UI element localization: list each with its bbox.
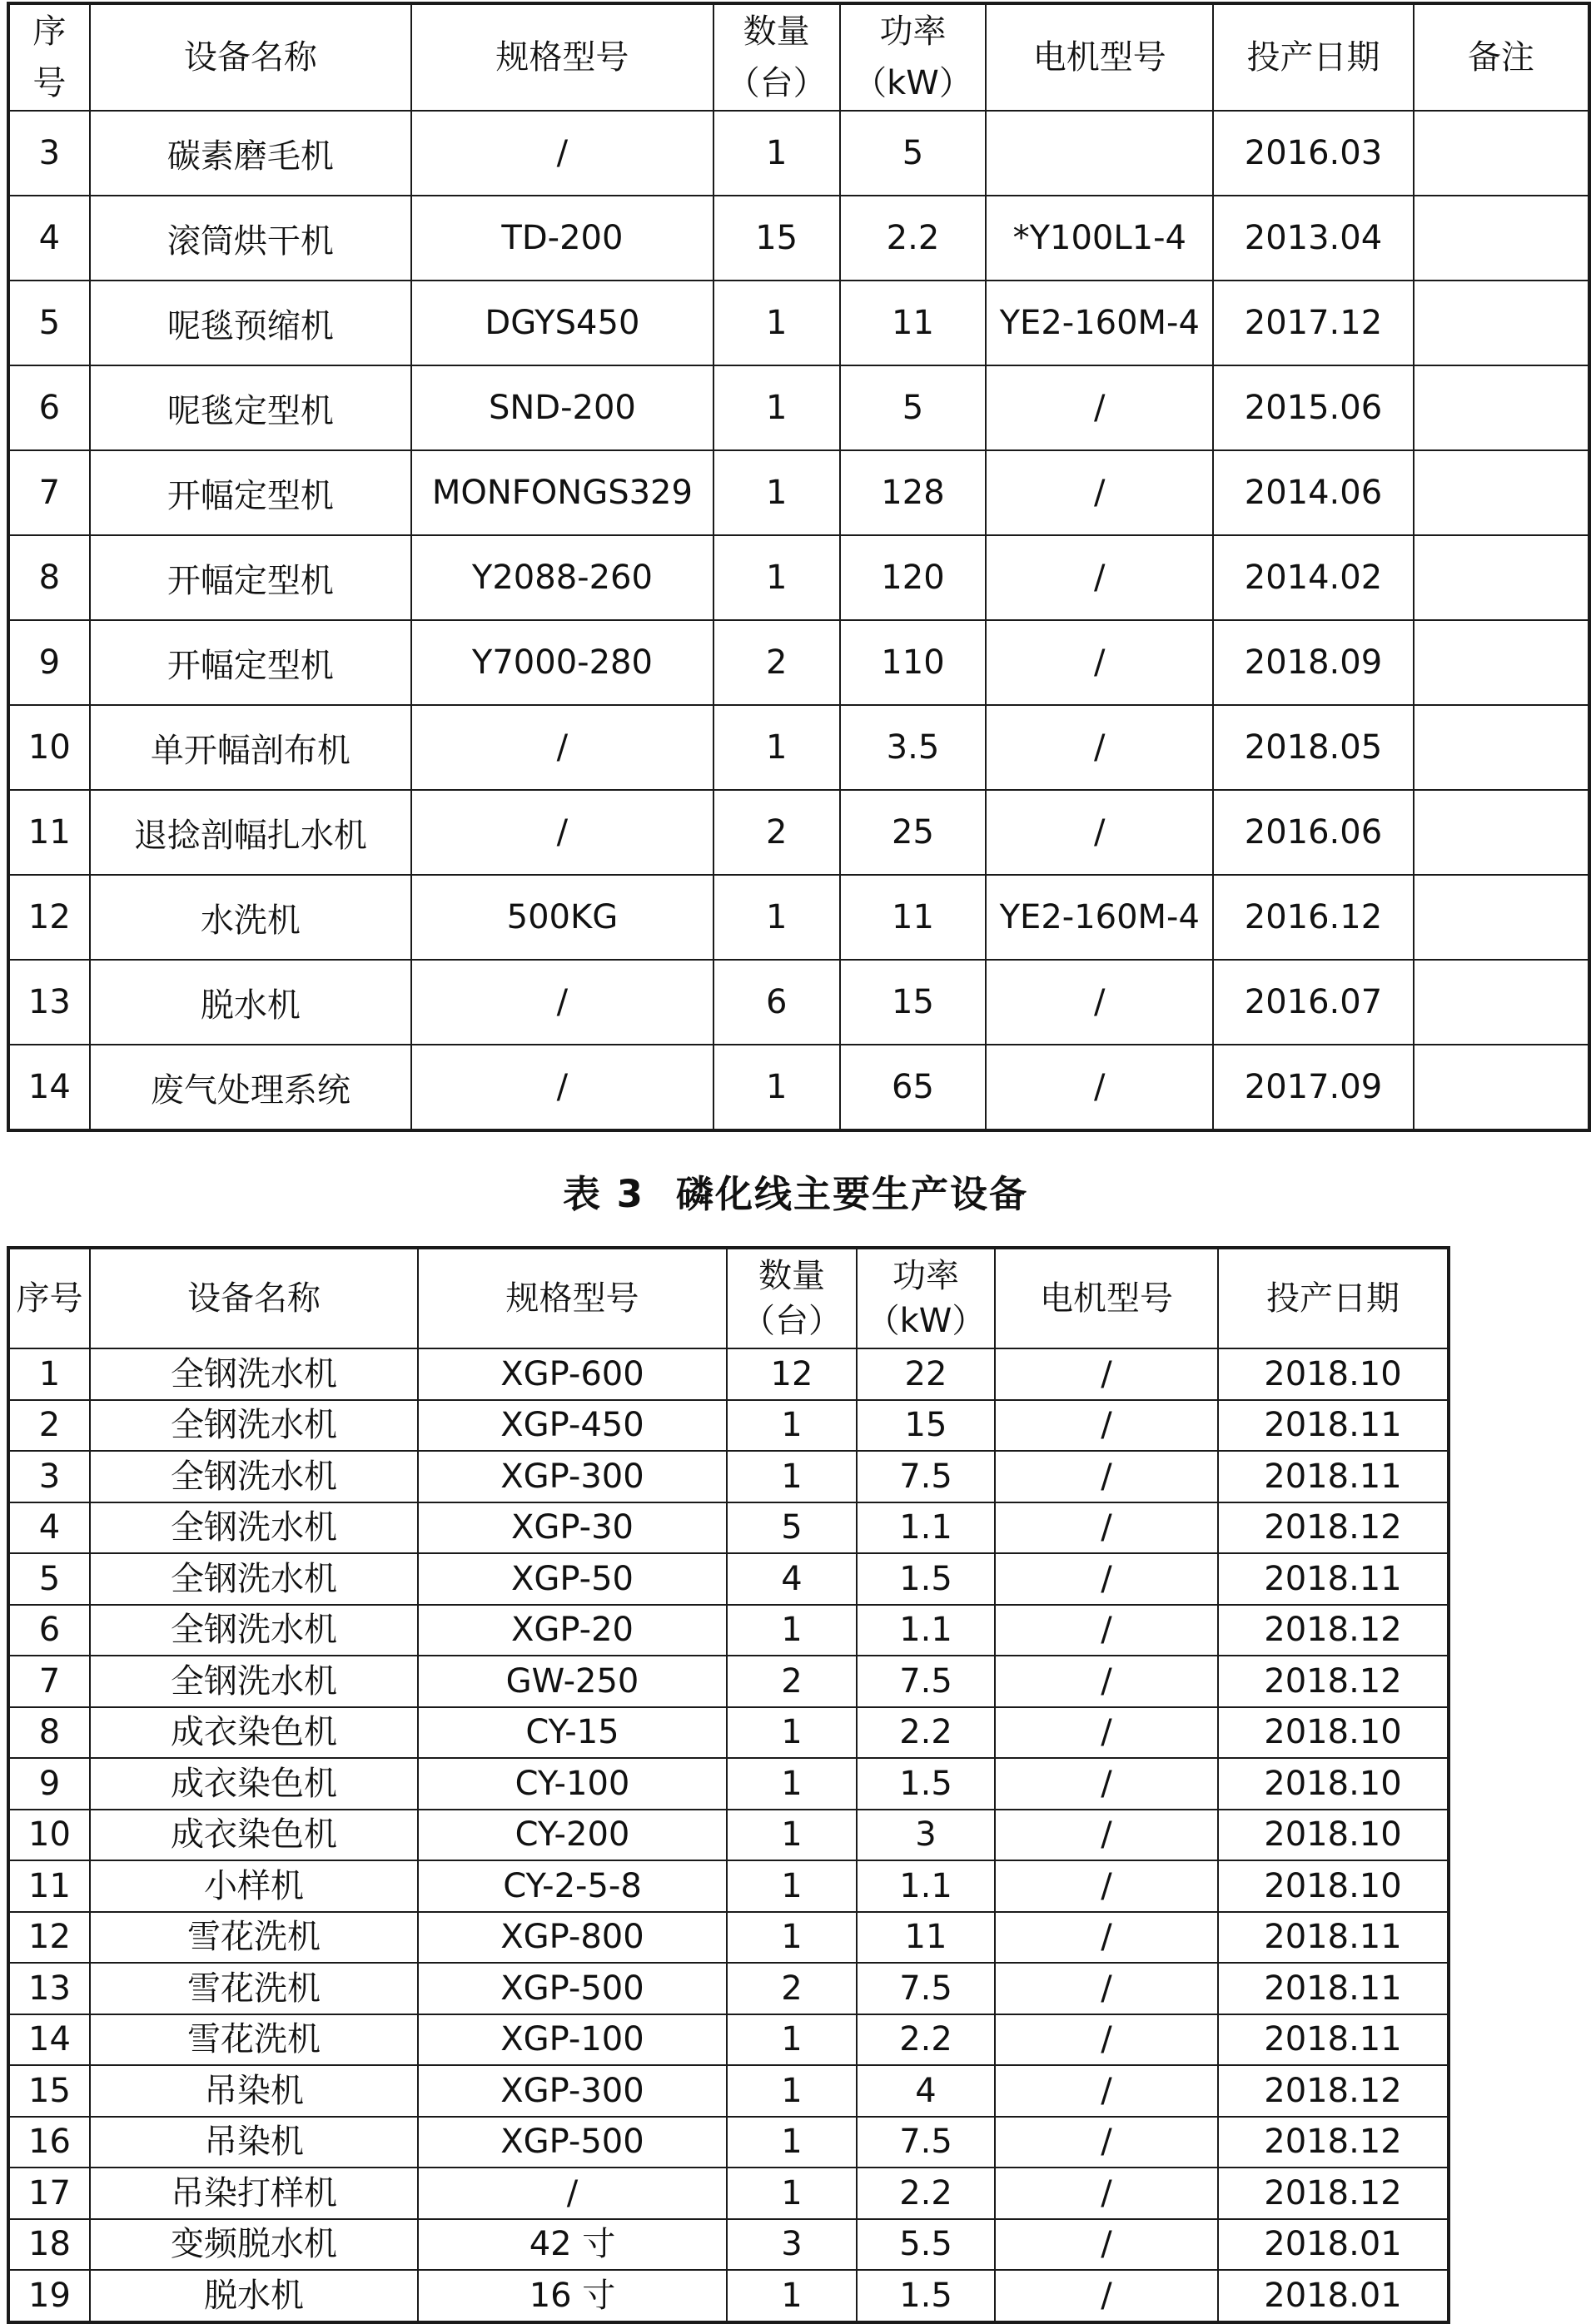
cell-motor-model: *Y100L1-4 bbox=[986, 196, 1213, 281]
cell-spec-model: XGP-50 bbox=[418, 1553, 727, 1605]
cell-quantity: 1 bbox=[727, 1451, 857, 1502]
table-row bbox=[8, 1707, 1449, 1759]
cell-spec-model: XGP-20 bbox=[418, 1605, 727, 1656]
cell-equipment-name: 滚筒烘干机 bbox=[90, 196, 411, 281]
cell-spec-model: / bbox=[411, 1045, 713, 1130]
header-quantity: 数量 （台） bbox=[727, 1248, 857, 1348]
cell-index: 16 bbox=[8, 2117, 90, 2168]
cell-start-date: 2018.01 bbox=[1218, 2270, 1449, 2322]
cell-quantity: 1 bbox=[713, 365, 840, 450]
cell-index: 7 bbox=[8, 450, 90, 535]
cell-spec-model: SND-200 bbox=[411, 365, 713, 450]
cell-motor-model: / bbox=[995, 1810, 1218, 1861]
cell-start-date: 2014.02 bbox=[1213, 535, 1414, 620]
cell-remarks bbox=[1414, 1045, 1589, 1130]
cell-power: 65 bbox=[840, 1045, 987, 1130]
cell-power: 7.5 bbox=[857, 1656, 995, 1707]
cell-power: 11 bbox=[840, 875, 987, 960]
cell-equipment-name: 吊染机 bbox=[90, 2065, 418, 2117]
cell-start-date: 2016.03 bbox=[1213, 111, 1414, 196]
table-row bbox=[8, 2168, 1449, 2219]
cell-power: 25 bbox=[840, 790, 987, 875]
cell-remarks bbox=[1414, 365, 1589, 450]
header-start-date: 投产日期 bbox=[1213, 3, 1414, 111]
cell-equipment-name: 全钢洗水机 bbox=[90, 1451, 418, 1502]
header-index: 序号 bbox=[8, 1248, 90, 1348]
cell-power: 15 bbox=[840, 960, 987, 1045]
cell-quantity: 1 bbox=[713, 705, 840, 790]
cell-equipment-name: 碳素磨毛机 bbox=[90, 111, 411, 196]
cell-start-date: 2018.05 bbox=[1213, 705, 1414, 790]
cell-power: 5 bbox=[840, 365, 987, 450]
table-row bbox=[8, 1912, 1449, 1964]
cell-start-date: 2018.11 bbox=[1218, 1912, 1449, 1964]
cell-power: 7.5 bbox=[857, 1963, 995, 2014]
header-remarks: 备注 bbox=[1414, 3, 1589, 111]
cell-quantity: 3 bbox=[727, 2219, 857, 2271]
cell-quantity: 1 bbox=[727, 2065, 857, 2117]
header-equipment-name: 设备名称 bbox=[90, 1248, 418, 1348]
cell-start-date: 2016.06 bbox=[1213, 790, 1414, 875]
cell-index: 9 bbox=[8, 620, 90, 705]
cell-equipment-name: 变频脱水机 bbox=[90, 2219, 418, 2271]
cell-index: 10 bbox=[8, 1810, 90, 1861]
cell-index: 14 bbox=[8, 1045, 90, 1130]
cell-motor-model: / bbox=[995, 1553, 1218, 1605]
table1-body bbox=[8, 111, 1589, 1130]
cell-quantity: 2 bbox=[713, 790, 840, 875]
cell-power: 1.5 bbox=[857, 2270, 995, 2322]
cell-remarks bbox=[1414, 875, 1589, 960]
caption-number: 表 3 bbox=[563, 1172, 644, 1216]
cell-index: 13 bbox=[8, 960, 90, 1045]
caption-title: 磷化线主要生产设备 bbox=[675, 1172, 1028, 1216]
table-row bbox=[8, 2065, 1449, 2117]
cell-spec-model: / bbox=[411, 960, 713, 1045]
cell-spec-model: 500KG bbox=[411, 875, 713, 960]
cell-motor-model: YE2-160M-4 bbox=[986, 875, 1213, 960]
header-equipment-name: 设备名称 bbox=[90, 3, 411, 111]
cell-index: 2 bbox=[8, 1400, 90, 1452]
header-index: 序 号 bbox=[8, 3, 90, 111]
table-row bbox=[8, 1656, 1449, 1707]
cell-spec-model: DGYS450 bbox=[411, 281, 713, 365]
cell-motor-model: / bbox=[995, 2014, 1218, 2066]
table2-body bbox=[8, 1348, 1449, 2322]
cell-start-date: 2018.10 bbox=[1218, 1707, 1449, 1759]
cell-spec-model: / bbox=[411, 111, 713, 196]
cell-equipment-name: 脱水机 bbox=[90, 2270, 418, 2322]
cell-spec-model: XGP-500 bbox=[418, 1963, 727, 2014]
cell-remarks bbox=[1414, 281, 1589, 365]
cell-spec-model: CY-200 bbox=[418, 1810, 727, 1861]
cell-equipment-name: 开幅定型机 bbox=[90, 620, 411, 705]
cell-index: 3 bbox=[8, 111, 90, 196]
cell-quantity: 15 bbox=[713, 196, 840, 281]
cell-equipment-name: 呢毯定型机 bbox=[90, 365, 411, 450]
cell-index: 6 bbox=[8, 1605, 90, 1656]
header-start-date: 投产日期 bbox=[1218, 1248, 1449, 1348]
cell-quantity: 1 bbox=[727, 1912, 857, 1964]
cell-spec-model: XGP-300 bbox=[418, 2065, 727, 2117]
cell-equipment-name: 开幅定型机 bbox=[90, 450, 411, 535]
table-row bbox=[8, 1348, 1449, 1400]
table-row bbox=[8, 450, 1589, 535]
cell-spec-model: XGP-30 bbox=[418, 1502, 727, 1554]
cell-motor-model: / bbox=[995, 1656, 1218, 1707]
table-row bbox=[8, 1810, 1449, 1861]
cell-start-date: 2018.11 bbox=[1218, 1963, 1449, 2014]
cell-start-date: 2018.10 bbox=[1218, 1860, 1449, 1912]
cell-quantity: 2 bbox=[713, 620, 840, 705]
equipment-table-continued bbox=[7, 2, 1591, 1132]
cell-index: 18 bbox=[8, 2219, 90, 2271]
table-row bbox=[8, 2270, 1449, 2322]
cell-start-date: 2018.11 bbox=[1218, 1451, 1449, 1502]
cell-power: 5 bbox=[840, 111, 987, 196]
cell-motor-model: / bbox=[986, 705, 1213, 790]
cell-quantity: 6 bbox=[713, 960, 840, 1045]
cell-power: 128 bbox=[840, 450, 987, 535]
cell-index: 19 bbox=[8, 2270, 90, 2322]
cell-power: 15 bbox=[857, 1400, 995, 1452]
cell-motor-model: / bbox=[986, 535, 1213, 620]
table-row bbox=[8, 1758, 1449, 1810]
cell-start-date: 2015.06 bbox=[1213, 365, 1414, 450]
table-row bbox=[8, 1860, 1449, 1912]
cell-power: 1.1 bbox=[857, 1502, 995, 1554]
cell-index: 15 bbox=[8, 2065, 90, 2117]
cell-remarks bbox=[1414, 705, 1589, 790]
cell-spec-model: / bbox=[411, 790, 713, 875]
cell-spec-model: GW-250 bbox=[418, 1656, 727, 1707]
table-row bbox=[8, 1553, 1449, 1605]
cell-motor-model: / bbox=[995, 2270, 1218, 2322]
cell-motor-model: / bbox=[995, 2065, 1218, 2117]
cell-remarks bbox=[1414, 111, 1589, 196]
header-motor-model: 电机型号 bbox=[986, 3, 1213, 111]
cell-equipment-name: 雪花洗机 bbox=[90, 1963, 418, 2014]
cell-power: 2.2 bbox=[857, 1707, 995, 1759]
cell-power: 2.2 bbox=[857, 2168, 995, 2219]
cell-spec-model: / bbox=[418, 2168, 727, 2219]
table-row bbox=[8, 620, 1589, 705]
cell-equipment-name: 成衣染色机 bbox=[90, 1810, 418, 1861]
cell-motor-model: / bbox=[995, 1451, 1218, 1502]
cell-equipment-name: 单开幅剖布机 bbox=[90, 705, 411, 790]
cell-power: 11 bbox=[857, 1912, 995, 1964]
table-row bbox=[8, 1400, 1449, 1452]
table-row bbox=[8, 365, 1589, 450]
cell-quantity: 5 bbox=[727, 1502, 857, 1554]
cell-index: 10 bbox=[8, 705, 90, 790]
cell-power: 3 bbox=[857, 1810, 995, 1861]
cell-start-date: 2018.12 bbox=[1218, 2117, 1449, 2168]
table-row bbox=[8, 2014, 1449, 2066]
cell-start-date: 2018.01 bbox=[1218, 2219, 1449, 2271]
cell-start-date: 2018.12 bbox=[1218, 2168, 1449, 2219]
cell-motor-model: / bbox=[995, 2168, 1218, 2219]
cell-quantity: 12 bbox=[727, 1348, 857, 1400]
cell-equipment-name: 吊染打样机 bbox=[90, 2168, 418, 2219]
cell-equipment-name: 小样机 bbox=[90, 1860, 418, 1912]
cell-motor-model: / bbox=[995, 1912, 1218, 1964]
cell-motor-model: / bbox=[995, 1400, 1218, 1452]
cell-power: 5.5 bbox=[857, 2219, 995, 2271]
cell-index: 11 bbox=[8, 790, 90, 875]
cell-spec-model: Y7000-280 bbox=[411, 620, 713, 705]
cell-quantity: 2 bbox=[727, 1656, 857, 1707]
cell-motor-model: / bbox=[995, 1707, 1218, 1759]
cell-start-date: 2018.09 bbox=[1213, 620, 1414, 705]
cell-equipment-name: 水洗机 bbox=[90, 875, 411, 960]
table-row bbox=[8, 1502, 1449, 1554]
cell-motor-model: / bbox=[995, 2219, 1218, 2271]
cell-quantity: 1 bbox=[727, 2117, 857, 2168]
cell-start-date: 2018.12 bbox=[1218, 1605, 1449, 1656]
cell-quantity: 1 bbox=[727, 1860, 857, 1912]
cell-spec-model: CY-100 bbox=[418, 1758, 727, 1810]
cell-power: 1.1 bbox=[857, 1860, 995, 1912]
cell-spec-model: MONFONGS329 bbox=[411, 450, 713, 535]
cell-equipment-name: 脱水机 bbox=[90, 960, 411, 1045]
table-row bbox=[8, 111, 1589, 196]
cell-quantity: 1 bbox=[713, 1045, 840, 1130]
table-row bbox=[8, 281, 1589, 365]
cell-index: 17 bbox=[8, 2168, 90, 2219]
cell-index: 4 bbox=[8, 196, 90, 281]
cell-spec-model: 16 寸 bbox=[418, 2270, 727, 2322]
cell-start-date: 2018.10 bbox=[1218, 1348, 1449, 1400]
table-row bbox=[8, 1451, 1449, 1502]
table-row bbox=[8, 705, 1589, 790]
cell-start-date: 2016.07 bbox=[1213, 960, 1414, 1045]
table-row bbox=[8, 196, 1589, 281]
cell-remarks bbox=[1414, 450, 1589, 535]
header-quantity: 数量 （台） bbox=[713, 3, 840, 111]
cell-equipment-name: 雪花洗机 bbox=[90, 2014, 418, 2066]
cell-motor-model: / bbox=[986, 365, 1213, 450]
cell-start-date: 2018.11 bbox=[1218, 1553, 1449, 1605]
table-row bbox=[8, 535, 1589, 620]
cell-power: 3.5 bbox=[840, 705, 987, 790]
table-row bbox=[8, 2219, 1449, 2271]
cell-spec-model: / bbox=[411, 705, 713, 790]
cell-index: 3 bbox=[8, 1451, 90, 1502]
cell-motor-model: / bbox=[995, 2117, 1218, 2168]
table-row bbox=[8, 790, 1589, 875]
cell-index: 5 bbox=[8, 281, 90, 365]
cell-index: 13 bbox=[8, 1963, 90, 2014]
cell-quantity: 1 bbox=[727, 2270, 857, 2322]
cell-spec-model: XGP-300 bbox=[418, 1451, 727, 1502]
cell-start-date: 2018.11 bbox=[1218, 1400, 1449, 1452]
cell-equipment-name: 全钢洗水机 bbox=[90, 1605, 418, 1656]
cell-index: 7 bbox=[8, 1656, 90, 1707]
cell-spec-model: XGP-500 bbox=[418, 2117, 727, 2168]
cell-start-date: 2018.12 bbox=[1218, 2065, 1449, 2117]
cell-index: 4 bbox=[8, 1502, 90, 1554]
cell-spec-model: Y2088-260 bbox=[411, 535, 713, 620]
cell-quantity: 1 bbox=[713, 281, 840, 365]
cell-equipment-name: 全钢洗水机 bbox=[90, 1502, 418, 1554]
cell-quantity: 1 bbox=[727, 1810, 857, 1861]
cell-index: 5 bbox=[8, 1553, 90, 1605]
cell-quantity: 1 bbox=[727, 2014, 857, 2066]
cell-equipment-name: 呢毯预缩机 bbox=[90, 281, 411, 365]
cell-power: 2.2 bbox=[857, 2014, 995, 2066]
cell-equipment-name: 成衣染色机 bbox=[90, 1758, 418, 1810]
cell-index: 9 bbox=[8, 1758, 90, 1810]
cell-start-date: 2018.10 bbox=[1218, 1758, 1449, 1810]
table-row bbox=[8, 875, 1589, 960]
cell-motor-model: / bbox=[995, 1758, 1218, 1810]
cell-power: 22 bbox=[857, 1348, 995, 1400]
cell-remarks bbox=[1414, 535, 1589, 620]
table-row bbox=[8, 2117, 1449, 2168]
header-spec-model: 规格型号 bbox=[418, 1248, 727, 1348]
cell-motor-model: / bbox=[995, 1963, 1218, 2014]
cell-equipment-name: 废气处理系统 bbox=[90, 1045, 411, 1130]
cell-equipment-name: 全钢洗水机 bbox=[90, 1553, 418, 1605]
cell-motor-model: / bbox=[995, 1860, 1218, 1912]
cell-motor-model: / bbox=[995, 1502, 1218, 1554]
cell-power: 1.5 bbox=[857, 1553, 995, 1605]
cell-spec-model: CY-2-5-8 bbox=[418, 1860, 727, 1912]
cell-index: 8 bbox=[8, 535, 90, 620]
cell-start-date: 2016.12 bbox=[1213, 875, 1414, 960]
cell-motor-model: / bbox=[986, 450, 1213, 535]
cell-start-date: 2017.09 bbox=[1213, 1045, 1414, 1130]
table-row bbox=[8, 1045, 1589, 1130]
cell-index: 1 bbox=[8, 1348, 90, 1400]
header-power: 功率 （kW） bbox=[840, 3, 987, 111]
cell-quantity: 1 bbox=[727, 1758, 857, 1810]
cell-motor-model: / bbox=[986, 620, 1213, 705]
cell-quantity: 1 bbox=[727, 1605, 857, 1656]
cell-motor-model: YE2-160M-4 bbox=[986, 281, 1213, 365]
table-row bbox=[8, 960, 1589, 1045]
header-motor-model: 电机型号 bbox=[995, 1248, 1218, 1348]
cell-equipment-name: 全钢洗水机 bbox=[90, 1656, 418, 1707]
cell-equipment-name: 开幅定型机 bbox=[90, 535, 411, 620]
cell-spec-model: XGP-450 bbox=[418, 1400, 727, 1452]
cell-spec-model: XGP-100 bbox=[418, 2014, 727, 2066]
table1-header-row bbox=[8, 3, 1589, 111]
cell-power: 7.5 bbox=[857, 1451, 995, 1502]
cell-spec-model: XGP-600 bbox=[418, 1348, 727, 1400]
cell-start-date: 2014.06 bbox=[1213, 450, 1414, 535]
cell-power: 120 bbox=[840, 535, 987, 620]
cell-start-date: 2018.12 bbox=[1218, 1656, 1449, 1707]
cell-power: 110 bbox=[840, 620, 987, 705]
cell-index: 14 bbox=[8, 2014, 90, 2066]
cell-remarks bbox=[1414, 790, 1589, 875]
cell-motor-model: / bbox=[986, 790, 1213, 875]
cell-start-date: 2018.10 bbox=[1218, 1810, 1449, 1861]
cell-power: 1.5 bbox=[857, 1758, 995, 1810]
header-spec-model: 规格型号 bbox=[411, 3, 713, 111]
cell-spec-model: CY-15 bbox=[418, 1707, 727, 1759]
cell-index: 8 bbox=[8, 1707, 90, 1759]
cell-equipment-name: 吊染机 bbox=[90, 2117, 418, 2168]
phosphating-line-equipment-table bbox=[7, 1246, 1450, 2324]
cell-index: 12 bbox=[8, 1912, 90, 1964]
cell-start-date: 2018.12 bbox=[1218, 1502, 1449, 1554]
cell-start-date: 2013.04 bbox=[1213, 196, 1414, 281]
cell-index: 12 bbox=[8, 875, 90, 960]
cell-remarks bbox=[1414, 196, 1589, 281]
cell-remarks bbox=[1414, 960, 1589, 1045]
cell-start-date: 2017.12 bbox=[1213, 281, 1414, 365]
cell-motor-model: / bbox=[995, 1605, 1218, 1656]
table-row bbox=[8, 1963, 1449, 2014]
cell-power: 4 bbox=[857, 2065, 995, 2117]
cell-equipment-name: 全钢洗水机 bbox=[90, 1400, 418, 1452]
table-row bbox=[8, 1605, 1449, 1656]
cell-index: 11 bbox=[8, 1860, 90, 1912]
cell-spec-model: TD-200 bbox=[411, 196, 713, 281]
cell-motor-model bbox=[986, 111, 1213, 196]
cell-spec-model: 42 寸 bbox=[418, 2219, 727, 2271]
cell-quantity: 1 bbox=[713, 111, 840, 196]
cell-quantity: 1 bbox=[727, 1400, 857, 1452]
cell-power: 7.5 bbox=[857, 2117, 995, 2168]
table2-header-row bbox=[8, 1248, 1449, 1348]
cell-equipment-name: 成衣染色机 bbox=[90, 1707, 418, 1759]
cell-motor-model: / bbox=[986, 1045, 1213, 1130]
cell-remarks bbox=[1414, 620, 1589, 705]
cell-quantity: 1 bbox=[713, 875, 840, 960]
cell-quantity: 1 bbox=[727, 1707, 857, 1759]
cell-motor-model: / bbox=[995, 1348, 1218, 1400]
cell-equipment-name: 全钢洗水机 bbox=[90, 1348, 418, 1400]
cell-quantity: 1 bbox=[713, 450, 840, 535]
cell-quantity: 2 bbox=[727, 1963, 857, 2014]
cell-motor-model: / bbox=[986, 960, 1213, 1045]
cell-equipment-name: 退捻剖幅扎水机 bbox=[90, 790, 411, 875]
cell-index: 6 bbox=[8, 365, 90, 450]
table-caption bbox=[0, 1164, 1591, 1218]
cell-quantity: 1 bbox=[727, 2168, 857, 2219]
cell-spec-model: XGP-800 bbox=[418, 1912, 727, 1964]
cell-power: 11 bbox=[840, 281, 987, 365]
cell-power: 2.2 bbox=[840, 196, 987, 281]
cell-power: 1.1 bbox=[857, 1605, 995, 1656]
cell-equipment-name: 雪花洗机 bbox=[90, 1912, 418, 1964]
cell-quantity: 1 bbox=[713, 535, 840, 620]
cell-start-date: 2018.11 bbox=[1218, 2014, 1449, 2066]
cell-quantity: 4 bbox=[727, 1553, 857, 1605]
header-power: 功率 （kW） bbox=[857, 1248, 995, 1348]
